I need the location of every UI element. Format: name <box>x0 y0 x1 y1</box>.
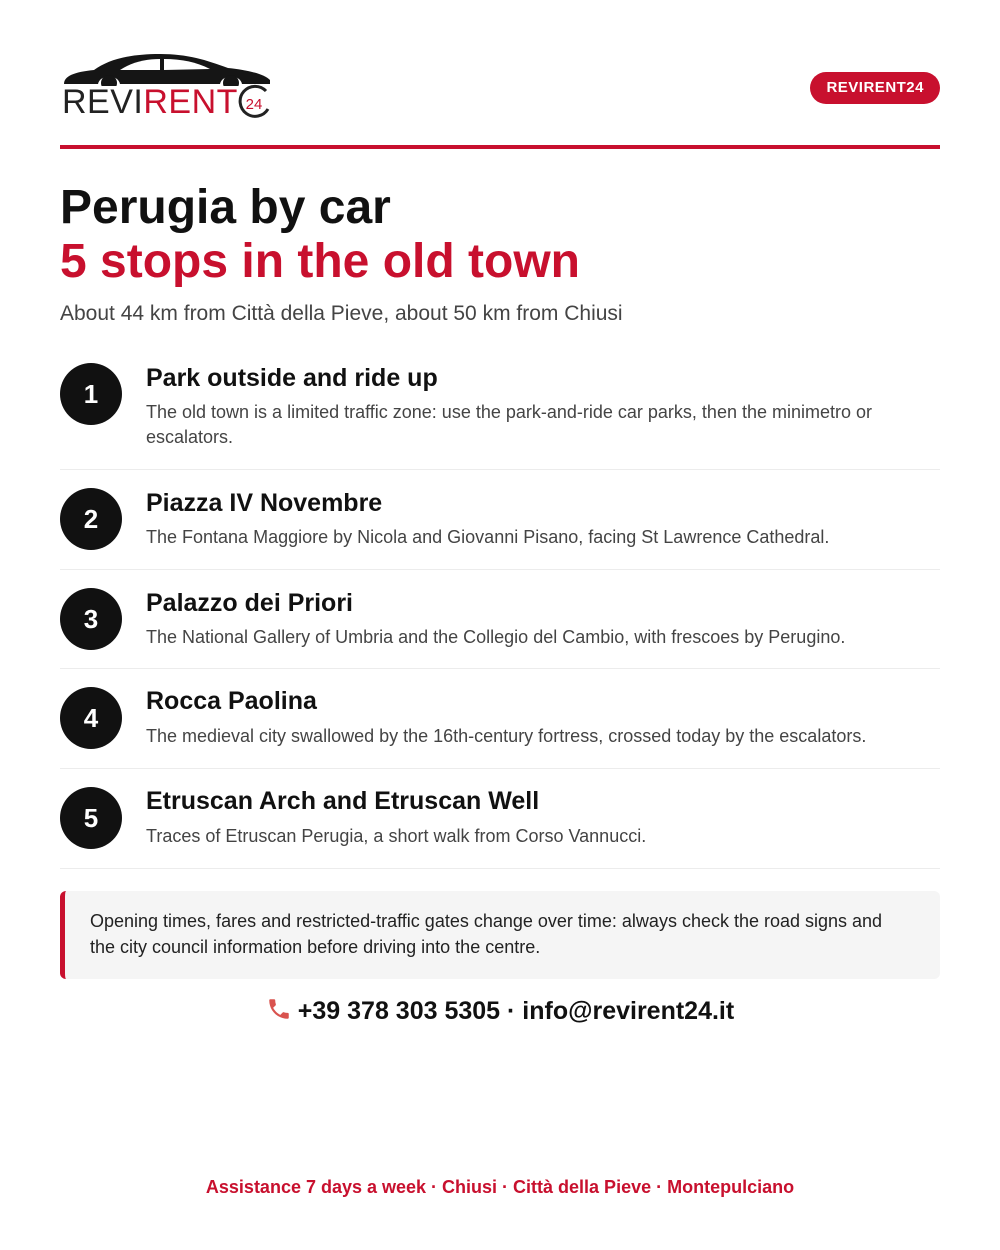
car-icon <box>60 52 272 86</box>
stop-item <box>60 470 940 570</box>
logo-number: 24 <box>245 96 263 113</box>
contact-line <box>60 995 940 1027</box>
stops-list <box>60 350 940 869</box>
brand-badge: REVIRENT24 <box>810 72 940 104</box>
distance-info: About 44 km from Città della Pieve, about 50 km from Chiusi <box>60 302 623 325</box>
stop-description: The old town is a limited traffic zone: use the park-and-ride car parks, then the minimetro or escalators. <box>146 402 873 447</box>
page-subtitle: 5 stops in the old town <box>60 235 580 288</box>
stop-item <box>60 669 940 769</box>
stop-number: 5 <box>60 787 122 849</box>
stop-item <box>60 769 940 869</box>
stop-description: The Fontana Maggiore by Nicola and Giovanni Pisano, facing St Lawrence Cathedral. <box>146 527 830 547</box>
phone-icon <box>266 996 292 1022</box>
logo-wordmark <box>62 85 238 119</box>
header <box>60 48 940 128</box>
stop-number: 2 <box>60 488 122 550</box>
stop-description: The National Gallery of Umbria and the Collegio del Cambio, with frescoes by Perugino. <box>146 627 846 647</box>
logo-24-emblem <box>236 84 272 120</box>
stop-title: Park outside and ride up <box>146 364 438 392</box>
stop-item <box>60 350 940 470</box>
stop-title: Rocca Paolina <box>146 687 317 715</box>
stop-title: Piazza IV Novembre <box>146 489 383 517</box>
brand-logo[interactable] <box>60 48 280 128</box>
stop-title: Palazzo dei Priori <box>146 589 354 617</box>
stop-title: Etruscan Arch and Etruscan Well <box>146 787 540 815</box>
stop-item <box>60 570 940 669</box>
stop-number: 4 <box>60 687 122 749</box>
header-divider <box>60 145 940 149</box>
stop-number: 3 <box>60 588 122 650</box>
logo-prefix: REVI <box>62 83 144 121</box>
contact-text[interactable]: +39 378 303 5305 · info@revirent24.it <box>297 997 735 1025</box>
footer-tagline: Assistance 7 days a week · Chiusi · Città della Pieve · Montepulciano <box>205 1177 795 1197</box>
stop-description: Traces of Etruscan Perugia, a short walk from Corso Vannucci. <box>146 826 647 846</box>
notice-box: Opening times, fares and restricted-traffic gates change over time: always check the road signs and the city council information before driving into the centre. <box>60 891 940 979</box>
stop-number: 1 <box>60 363 122 425</box>
page-title: Perugia by car <box>60 181 391 234</box>
page <box>60 0 940 1250</box>
logo-accent: RENT <box>143 83 238 121</box>
stop-description: The medieval city swallowed by the 16th-century fortress, crossed today by the escalators. <box>146 726 867 746</box>
